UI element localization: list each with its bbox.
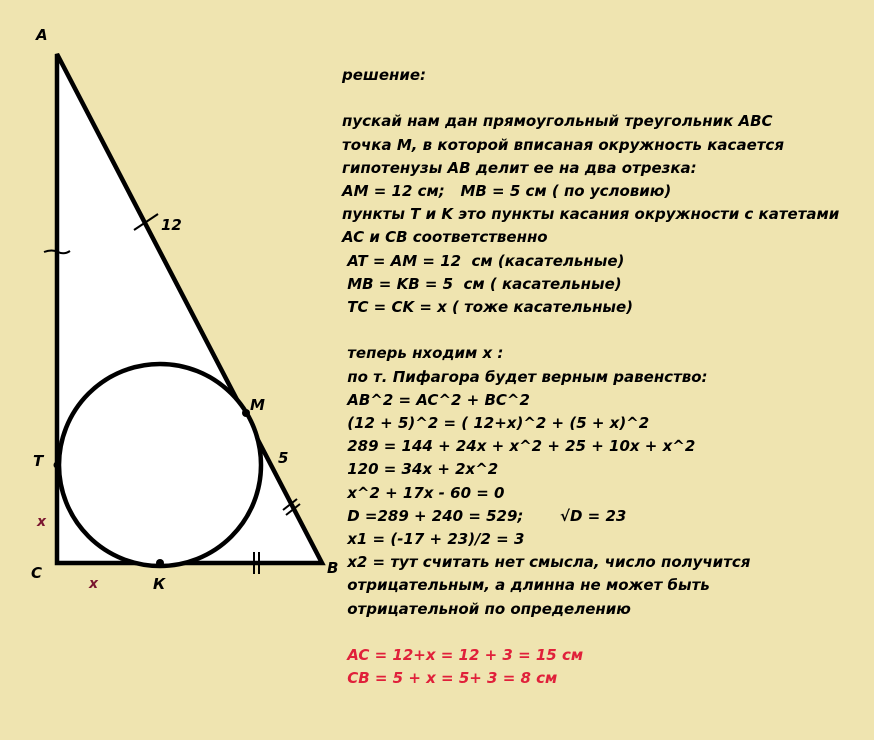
solution-line: пункты T и K это пункты касания окружности с катетами bbox=[342, 205, 840, 224]
solution-line: теперь нходим x : bbox=[342, 344, 504, 363]
solution-line: TC = CK = x ( тоже касательные) bbox=[342, 298, 634, 316]
answer-line: CB = 5 + x = 5+ 3 = 8 см bbox=[342, 669, 558, 688]
solution-line: AB^2 = AC^2 + BC^2 bbox=[342, 390, 530, 409]
solution-line: точка M, в которой вписаная окружность касается bbox=[342, 135, 784, 154]
segment-label-ct: x bbox=[37, 514, 47, 530]
solution-line: AC и CB соответственно bbox=[342, 228, 548, 247]
answer-line: AC = 12+x = 12 + 3 = 15 см bbox=[342, 646, 584, 664]
inscribed-circle bbox=[59, 364, 261, 566]
vertex-label-b: B bbox=[327, 559, 339, 577]
tangent-point-k bbox=[156, 559, 164, 567]
solution-line: D =289 + 240 = 529; √D = 23 bbox=[342, 506, 627, 525]
tangent-point-t bbox=[54, 462, 61, 469]
tangent-point-m bbox=[242, 409, 250, 417]
solution-line: MB = KB = 5 см ( касательные) bbox=[342, 274, 622, 293]
segment-label-am: 12 bbox=[161, 216, 182, 234]
point-label-m: M bbox=[250, 396, 265, 414]
solution-line: 120 = 34x + 2x^2 bbox=[342, 460, 499, 479]
solution-line: пускай нам дан прямоугольный треугольник ABC bbox=[342, 112, 773, 131]
solution-line: AT = AM = 12 см (касательные) bbox=[342, 251, 625, 270]
segment-label-ck: x bbox=[89, 576, 99, 592]
solution-line: AM = 12 см; MB = 5 см ( по условию) bbox=[342, 182, 672, 200]
solution-line: x1 = (-17 + 23)/2 = 3 bbox=[342, 530, 525, 548]
solution-line: отрицательным, а длинна не может быть bbox=[342, 576, 710, 595]
segment-label-mb: 5 bbox=[278, 449, 289, 467]
solution-line: решение: bbox=[342, 66, 427, 84]
solution-line: 289 = 144 + 24x + x^2 + 25 + 10x + x^2 bbox=[342, 437, 696, 456]
solution-line: гипотенузы AB делит ее на два отрезка: bbox=[342, 158, 697, 177]
point-label-t: T bbox=[33, 452, 44, 470]
vertex-label-a: A bbox=[36, 26, 48, 44]
solution-line: (12 + 5)^2 = ( 12+x)^2 + (5 + x)^2 bbox=[342, 414, 650, 432]
solution-line: x2 = тут считать нет смысла, число получится bbox=[342, 553, 751, 572]
vertex-label-c: C bbox=[31, 564, 43, 582]
solution-line: x^2 + 17x - 60 = 0 bbox=[342, 483, 505, 502]
solution-line: отрицательной по определению bbox=[342, 599, 631, 618]
solution-line: по т. Пифагора будет верным равенство: bbox=[342, 367, 708, 386]
point-label-k: К bbox=[153, 575, 166, 593]
